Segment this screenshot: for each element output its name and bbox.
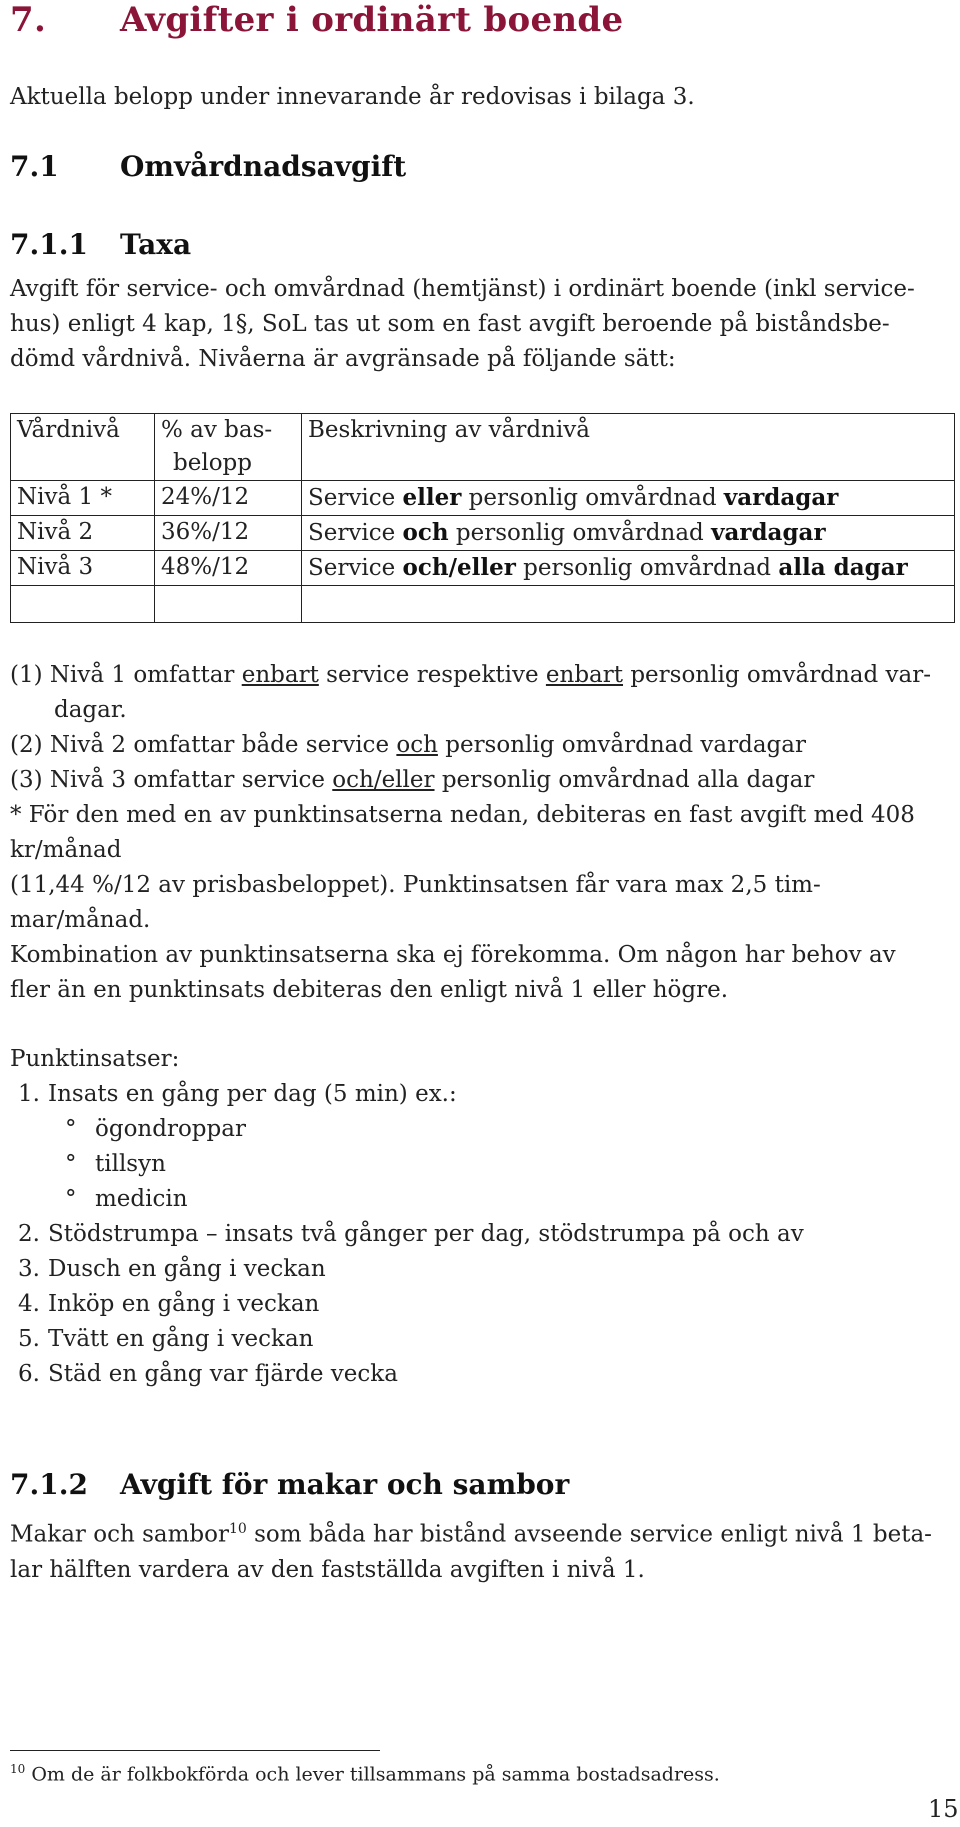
cell-percent: 48%/12: [155, 551, 302, 586]
footnote: $^{10}$ Om de är folkbokförda och lever tillsammans på samma bostadsadress.: [10, 1762, 720, 1786]
taxa-paragraph: [10, 272, 915, 377]
list-item: 6. Städ en gång var fjärde vecka: [18, 1361, 398, 1387]
table-row: [11, 481, 955, 516]
empty-cell: [155, 586, 302, 623]
sub-list-item: ° ögondroppar: [10, 1112, 804, 1147]
cell-description: Service eller personlig omvårdnad vardagar: [302, 481, 955, 516]
subsection-number: 7.1.1: [10, 228, 88, 261]
list-item: 4. Inköp en gång i veckan: [18, 1291, 320, 1317]
chapter-number: 7.: [10, 0, 47, 40]
table-header-row: [11, 414, 955, 481]
punktinsatser-block: [10, 1042, 804, 1392]
star-note-line: * För den med en av punktinsatserna nedan, debiteras en fast avgift med 408: [10, 802, 915, 828]
degree-bullet-icon: °: [65, 1116, 77, 1142]
star-note-line: (11,44 %/12 av prisbasbeloppet). Punktinsatsen får vara max 2,5 tim-: [10, 872, 821, 898]
empty-cell: [302, 586, 955, 623]
star-note-line: mar/månad.: [10, 907, 151, 933]
empty-cell: [11, 586, 155, 623]
header-level: Vårdnivå: [11, 414, 155, 481]
header-description: Beskrivning av vårdnivå: [302, 414, 955, 481]
page-number: 15: [928, 1795, 959, 1823]
table-row: [11, 551, 955, 586]
subsection-number: 7.1.2: [10, 1468, 88, 1501]
footnote-number: 10: [10, 1762, 26, 1776]
star-note-line: kr/månad: [10, 837, 122, 863]
section-title: Omvårdnadsavgift: [120, 150, 407, 183]
list-item: 1. Insats en gång per dag (5 min) ex.:: [18, 1081, 457, 1107]
subsection-heading-makar: [10, 1468, 569, 1501]
cell-level: Nivå 3: [11, 551, 155, 586]
degree-bullet-icon: °: [65, 1186, 77, 1212]
subsection-title: Taxa: [120, 228, 192, 261]
cell-description: Service och personlig omvårdnad vardagar: [302, 516, 955, 551]
cell-description: Service och/eller personlig omvårdnad alla dagar: [302, 551, 955, 586]
note-3: (3) Nivå 3 omfattar service och/eller personlig omvårdnad alla dagar: [10, 767, 815, 793]
footnote-ref: 10: [228, 1521, 247, 1537]
star-note-line: fler än en punktinsats debiteras den enligt nivå 1 eller högre.: [10, 977, 729, 1003]
list-item: 3. Dusch en gång i veckan: [18, 1256, 326, 1282]
cell-level: Nivå 2: [11, 516, 155, 551]
paragraph-line: Avgift för service- och omvårdnad (hemtjänst) i ordinärt boende (inkl service-: [10, 276, 915, 302]
section-number: 7.1: [10, 150, 59, 183]
degree-bullet-icon: °: [65, 1151, 77, 1177]
star-note-line: Kombination av punktinsatserna ska ej förekomma. Om någon har behov av: [10, 942, 896, 968]
table-row: [11, 516, 955, 551]
header-percent: % av bas- belopp: [155, 414, 302, 481]
intro-text: Aktuella belopp under innevarande år redovisas i bilaga 3.: [10, 84, 695, 110]
paragraph-line: Makar och sambor$^{10}$ som båda har bistånd avseende service enligt nivå 1 beta-: [10, 1521, 932, 1548]
notes-block: [10, 658, 931, 1008]
paragraph-line: dömd vårdnivå. Nivåerna är avgränsade på följande sätt:: [10, 346, 676, 372]
list-item: 2. Stödstrumpa – insats två gånger per dag, stödstrumpa på och av: [18, 1221, 804, 1247]
punktinsatser-label: Punktinsatser:: [10, 1046, 180, 1072]
table-row-empty: [11, 586, 955, 623]
footnote-divider: [10, 1750, 380, 1751]
cell-percent: 36%/12: [155, 516, 302, 551]
note-2: (2) Nivå 2 omfattar både service och personlig omvårdnad vardagar: [10, 732, 806, 758]
sub-list-item: ° tillsyn: [10, 1147, 804, 1182]
chapter-heading: [10, 0, 623, 40]
paragraph-line: lar hälften vardera av den fastställda avgiften i nivå 1.: [10, 1556, 645, 1583]
cell-percent: 24%/12: [155, 481, 302, 516]
chapter-title: Avgifter i ordinärt boende: [120, 0, 624, 40]
section-heading: [10, 150, 406, 183]
note-1: (1) Nivå 1 omfattar enbart service respektive enbart personlig omvårdnad var-: [10, 662, 931, 688]
note-1-cont: dagar.: [54, 697, 127, 723]
makar-paragraph: [10, 1512, 932, 1588]
subsection-heading-taxa: [10, 228, 191, 261]
care-level-table: [10, 413, 955, 623]
cell-level: Nivå 1 *: [11, 481, 155, 516]
paragraph-line: hus) enligt 4 kap, 1§, SoL tas ut som en fast avgift beroende på biståndsbe-: [10, 311, 890, 337]
sub-list-item: ° medicin: [10, 1182, 804, 1217]
list-item: 5. Tvätt en gång i veckan: [18, 1326, 314, 1352]
subsection-title: Avgift för makar och sambor: [120, 1468, 570, 1501]
